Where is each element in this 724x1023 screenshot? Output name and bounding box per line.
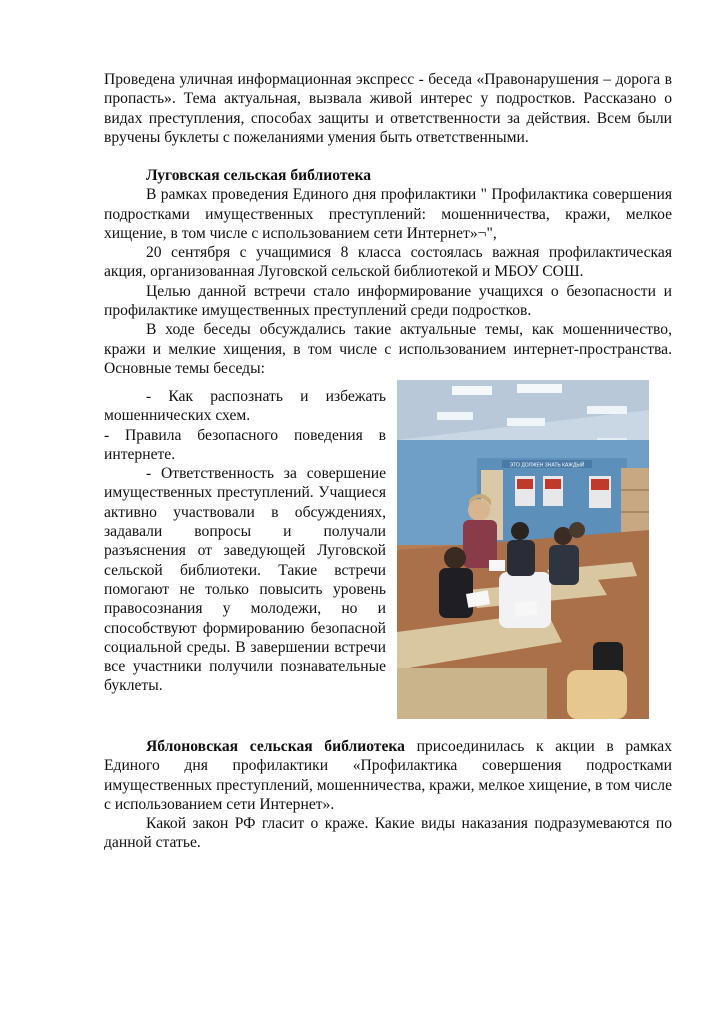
bullet-item: - Правила безопасного поведения в интернете. — [104, 426, 386, 463]
section-lugovskaya — [104, 166, 672, 378]
bullet-item: - Ответственность за совершение имущественных преступлений. Учащиеся активно участвовали в обсуждениях, задавали вопросы и получали разъяснения от заведующей Луговской сельской библиотеки. Такие встречи помогают не только повысить уровень правосознания у молодежи, но и способствуют формированию безопасной социальной среды. В завершении встречи все участники получили познавательные буклеты. — [104, 465, 386, 695]
banner-text: ЭТО ДОЛЖЕН ЗНАТЬ КАЖДЫЙ — [509, 462, 585, 469]
paragraph: 20 сентября с учащимися 8 класса состоялась важная профилактическая акция, организованная Луговской сельской библиотекой и МБОУ СОШ. — [104, 244, 672, 281]
intro-block — [104, 70, 672, 147]
classroom-photo — [397, 380, 649, 719]
paragraph-rest: присоединилась к акции в рамках Единого дня профилактики «Профилактика совершения подростками имущественных преступлений, мошенничества, кражи, мелкое хищение, в том числе с использованием сети Интернет». — [104, 738, 672, 813]
section-yablonovskaya — [104, 737, 672, 853]
wrapped-text-block — [104, 387, 386, 696]
bullet-item: - Как распознать и избежать мошеннических схем. — [104, 388, 386, 425]
paragraph: В рамках проведения Единого дня профилактики " Профилактика совершения подростками имущественных преступлений: мошенничества, кражи, мелкое хищение, в том числе с использованием сети Интернет»¬", — [104, 186, 672, 242]
paragraph: В ходе беседы обсуждались такие актуальные темы, как мошенничество, кражи и мелкие хищения, в том числе с использованием интернет-пространства. Основные темы беседы: — [104, 321, 672, 377]
paragraph: Целью данной встречи стало информирование учащихся о безопасности и профилактике имущественных преступлений среди подростков. — [104, 282, 672, 320]
paragraph — [104, 737, 672, 814]
section-heading-lugovskaya: Луговская сельская библиотека — [146, 167, 372, 184]
intro-paragraph: Проведена уличная информационная экспресс - беседа «Правонарушения – дорога в пропасть». Тема актуальная, вызвала живой интерес у подростков. Рассказано о видах преступления, способах защиты и ответственности за действия. Всем были вручены буклеты с пожеланиями умения быть ответственными. — [104, 71, 672, 146]
paragraph: Какой закон РФ гласит о краже. Какие виды наказания подразумеваются по данной статье. — [104, 815, 672, 852]
section-heading-yablonovskaya: Яблоновская сельская библиотека — [146, 738, 405, 755]
